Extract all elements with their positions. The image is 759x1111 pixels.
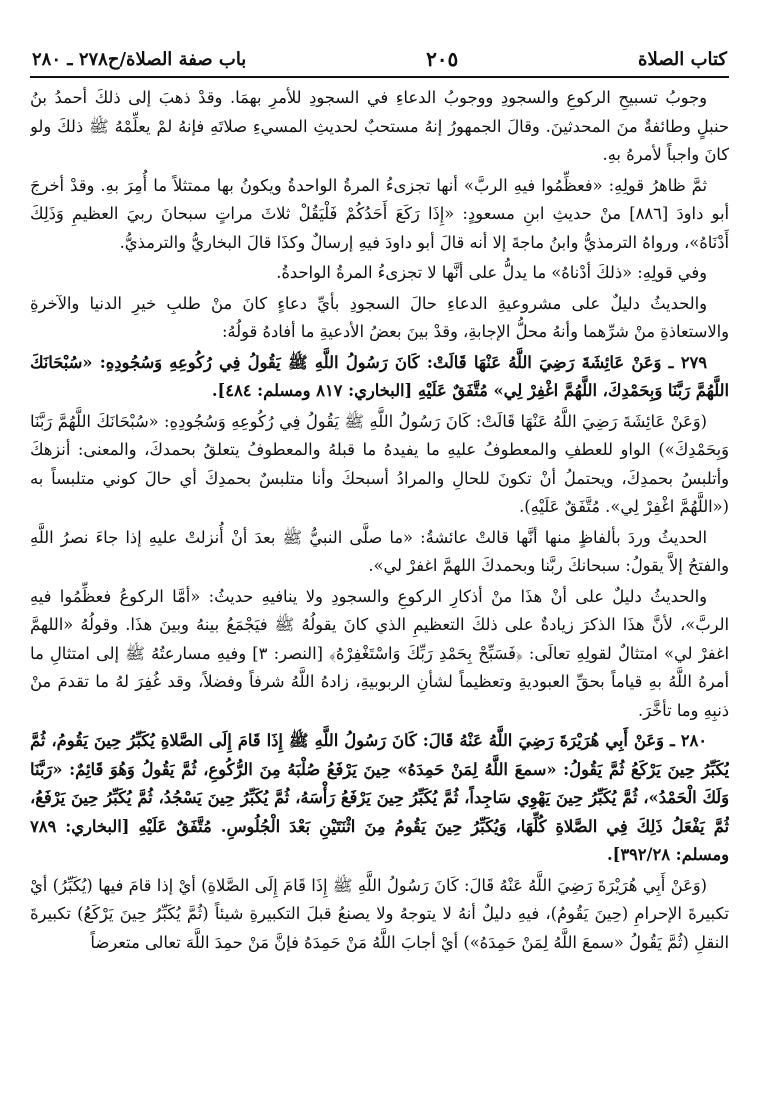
hadith-number: ٢٧٩ ـ	[668, 352, 707, 372]
header-rule	[30, 76, 729, 78]
hadith-280	[30, 727, 729, 870]
page-number: ٢٠٥	[426, 47, 459, 71]
paragraph: وجوبُ تسبيحِ الركوعِ والسجودِ ووجوبُ الدعاءِ في السجودِ للأمرِ بهمَا. وقدْ ذهبَ إلى ذلكَ أحمدُ بنُ حنبلٍ وطائفةٌ منَ المحدثينَ. وقالَ الجمهورُ إنهُ مستحبٌ لحديثِ المسيءِ صلاتَهِ فإنهُ لمْ يعلِّمْهُ ﷺ ذلكَ ولو كانَ واجباً لأمرهُ بهِ.	[30, 88, 729, 164]
paragraph: الحديثُ وردَ بألفاظٍ منها أنَّها قالتْ عائشةُ: «ما صلَّى النبيُّ ﷺ بعدَ أنْ أُنزلتْ عليهِ إذا جاءَ نصرُ اللَّهِ والفتحُ إلاَّ يقولُ: سبحانكَ ربَّنا وبحمدكَ اللهمَّ اغفرْ لي».	[30, 527, 729, 575]
paragraph: والحديثُ دليلٌ على مشروعيةِ الدعاءِ حالَ السجودِ بأيِّ دعاءٍ كانَ منْ طلبِ خيرِ الدنيا والآخرةِ والاستعاذةِ منْ شرِّهما وأنهُ محلُّ الإجابةِ، وقدْ بينَ بعضُ الأدعيةِ ما أفادهُ قولُهُ:	[30, 293, 729, 341]
hadith-text: وَعَنْ عَائِشَةَ رَضِيَ اللَّهُ عَنْهَا قَالَتْ: كَانَ رَسُولُ اللَّهِ ﷺ يَقُولُ فِي رُكُوعِهِ وَسُجُودِهِ: «سُبْحَانَكَ اللَّهُمَّ رَبَّنَا وَبِحَمْدِكَ، اللَّهُمَّ اغْفِرْ لِي» مُتَّفَقٌ عَلَيْهِ [البخاري: ٨١٧ ومسلم: ٤٨٤].	[30, 352, 729, 400]
paragraph: والحديثُ دليلٌ على أنْ هذَا منْ أذكارِ الركوعِ والسجودِ ولا ينافيهِ حديثُ: «أمَّا الركوعُ فعظِّمُوا فيهِ الربَّ»، لأنَّ هذَا الذكرَ زيادةٌ على ذلكَ التعظيمِ الذي كانَ يقولُهُ ﷺ فيَجْمَعُ بينهُ وبينَ هذَا. وقولُهُ «اللهمَّ اغفرْ لي» امتثالٌ لقولِهِ تعالَى: ﴿فَسَبِّحْ بِحَمْدِ رَبِّكَ وَاسْتَغْفِرْهُ﴾ [النصر: ٣] وفيهِ مسارعتُهُ ﷺ إلى امتثالِ ما أمرهُ اللَّهُ بهِ قياماً بحقِّ العبوديةِ وتعظيماً لشأنِ الربوبيةِ، زادهُ اللَّهُ شرفاً وفضلاً، وقد غُفِرَ لهُ ما تقدمَ منْ ذنبِهِ وما تأخَّرَ.	[30, 586, 729, 720]
book-title: كتاب الصلاة	[638, 48, 727, 70]
page-header	[32, 44, 727, 74]
paragraph: (وَعَنْ أَبِي هُرَيْرَةَ رَضِيَ اللَّهُ عَنْهُ قَالَ: كَانَ رَسُولُ اللَّهِ ﷺ إِذَا قَامَ إِلَى الصَّلاةِ) أيْ إذا قامَ فيها (يُكَبِّرُ) أيْ تكبيرةَ الإحرامِ (حِينَ يَقُومُ)، فيهِ دليلٌ أنهُ لا يتوجهُ ولا يصنعُ قبلَ التكبيرةِ شيئاً (ثُمَّ يُكَبِّرُ حِينَ يَرْكَعُ) تكبيرةَ النقلِ (ثُمَّ يَقُولُ «سمعَ اللَّهُ لِمَنْ حَمِدَهُ») أيْ أجابَ اللَّهُ مَنْ حَمِدَهُ فإنَّ مَنْ حمِدَ اللَّهَ تعالى متعرضاً	[30, 875, 729, 952]
chapter-title: باب صفة الصلاة/ح٢٧٨ ـ ٢٨٠	[32, 48, 247, 70]
hadith-number: ٢٨٠ ـ	[669, 731, 707, 750]
hadith-279	[30, 349, 729, 406]
paragraph: ثمَّ ظاهرُ قولِهِ: «فعظِّمُوا فيهِ الربَّ» أنها تجزىءُ المرةُ الواحدةُ ويكونُ بها ممتثلاً ما أُمِرَ بهِ. وقدْ أخرجَ أبو داودَ [٨٨٦] منْ حديثِ ابنِ مسعودٍ: «إِذَا رَكَعَ أَحَدُكُمْ فَلْيَقُلْ ثلاثَ مراتٍ سبحانَ ربيَ العظيمِ وَذَلِكَ أَدْنَاهُ»، ورواهُ الترمذيُّ وابنُ ماجةَ إلا أنه قالَ أبو داودَ فيهِ إرسالٌ وكذَا قالَ البخاريُّ والترمذيُّ.	[30, 175, 729, 252]
page-body	[30, 84, 729, 1103]
paragraph: (وَعَنْ عَائِشَةَ رَضِيَ اللَّهُ عَنْهَا قَالَتْ: كَانَ رَسُولُ اللَّهِ ﷺ يَقُولُ فِي رُكُوعِهِ وَسُجُودِهِ: «سُبْحَانَكَ اللَّهُمَّ رَبَّنَا وَبِحَمْدِكَ») الواو للعطفِ والمعطوفُ عليهِ ما يفيدهُ ما قبلهُ والمعطوفُ يتعلقُ بحمدكَ، والمعنى: أنزهكَ وأتلبسُ بحمدِكَ، ويحتملُ أنْ تكونَ للحالِ والمرادُ أسبحكَ وأنا متلبسٌ بحمدِكَ أي حالَ كوني متلبساً به («اللَّهُمَّ اغْفِرْ لِي». مُتَّفَقٌ عَلَيْهِ).	[30, 411, 729, 516]
paragraph: وفي قولِهِ: «ذلكَ أدْناهُ» ما يدلُّ على أنَّها لا تجزىءُ المرةُ الواحدةُ.	[276, 263, 707, 282]
hadith-text: وَعَنْ أَبِي هُرَيْرَةَ رَضِيَ اللَّهُ عَنْهُ قَالَ: كَانَ رَسُولُ اللَّهِ ﷺ إِذَا قَامَ إِلَى الصَّلاةِ يُكَبِّرُ حِينَ يَقُومُ، ثُمَّ يُكَبِّرُ حِينَ يَرْكَعُ ثُمَّ يَقُولُ: «سمعَ اللَّهُ لِمَنْ حَمِدَهُ» حِينَ يَرْفَعُ صُلْبَهُ مِنَ الرُّكُوعِ، ثُمَّ يَقُولُ وَهُوَ قَائِمٌ: «رَبَّنَا وَلَكَ الْحَمْدُ»، ثُمَّ يُكَبِّرُ حِينَ يَهْوِي سَاجِداً، ثُمَّ يُكَبِّرُ حِينَ يَرْفَعُ رَأْسَهُ، ثُمَّ يُكَبِّرُ حِينَ يَسْجُدُ، ثُمَّ يُكَبِّرُ حِينَ يَرْفَعُ، ثُمَّ يَفْعَلُ ذَلِكَ فِي الصَّلاةِ كُلِّهَا، وَيُكَبِّرُ حِينَ يَقُومُ مِنَ اثْنَتَيْنِ بَعْدَ الْجُلُوسِ. مُتَّفَقٌ عَلَيْهِ [البخاري: ٧٨٩ ومسلم: ٣٩٢/٢٨].	[30, 731, 729, 864]
